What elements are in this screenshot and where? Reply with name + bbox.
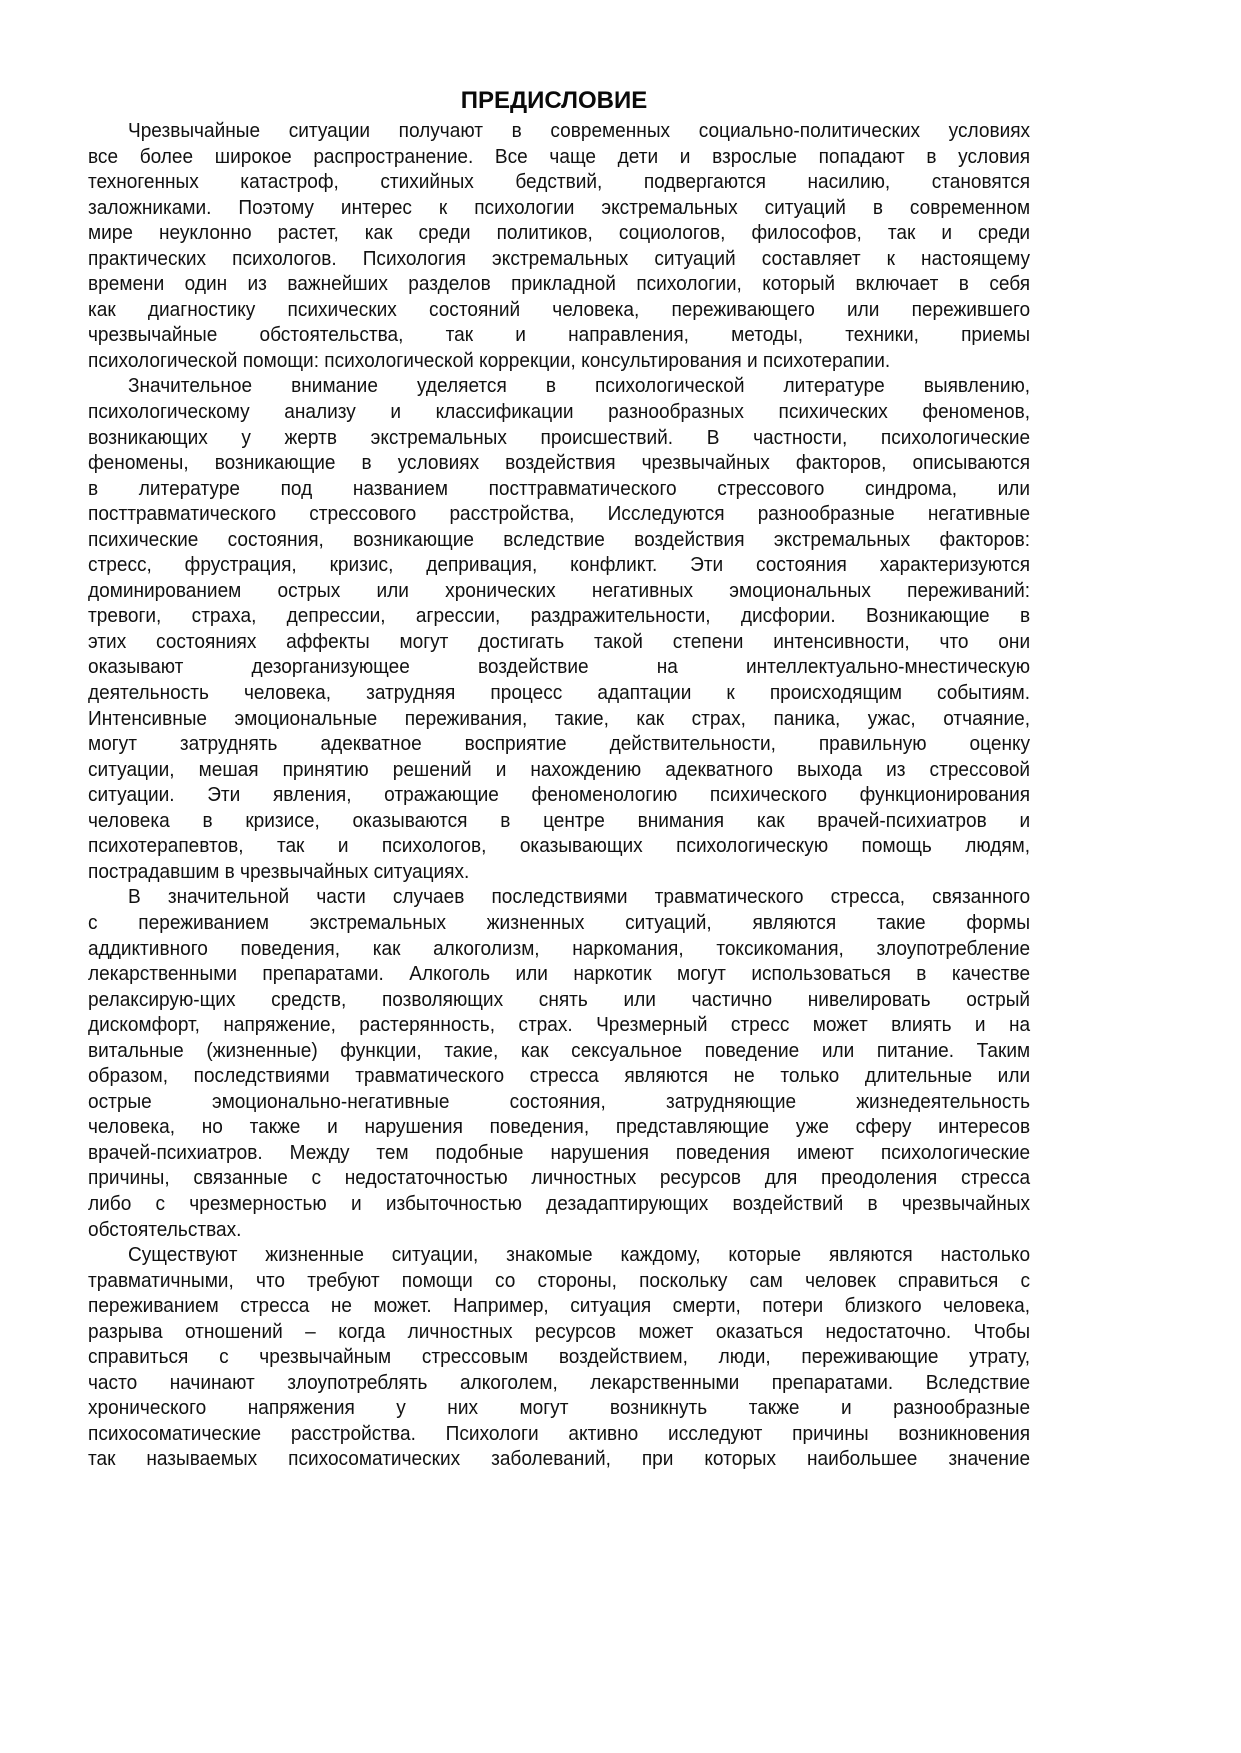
paragraph — [88, 118, 1030, 373]
paragraph — [88, 884, 1030, 1242]
text-line: Интенсивные эмоциональные переживания, такие, как страх, паника, ужас, отчаяние, — [88, 706, 1031, 730]
text-line: справиться с чрезвычайным стрессовым воздействием, люди, переживающие утрату, — [88, 1345, 1031, 1369]
text-line: либо с чрезмерностью и избыточностью дезадаптирующих воздействий в чрезвычайных — [88, 1191, 1031, 1215]
text-line: ситуации, мешая принятию решений и нахождению адекватного выхода из стрессовой — [88, 757, 1031, 781]
text-line: деятельность человека, затрудняя процесс адаптации к происходящим событиям. — [88, 681, 1031, 705]
document-body — [88, 118, 1030, 1472]
text-line: релаксирую-щих средств, позволяющих снять или частично нивелировать острый — [88, 987, 1031, 1011]
text-line: Чрезвычайные ситуации получают в современных социально-политических условиях — [127, 119, 1031, 142]
text-line: Существуют жизненные ситуации, знакомые каждому, которые являются настолько — [127, 1243, 1031, 1267]
text-line: человека в кризисе, оказываются в центре внимания как врачей-психиатров и — [88, 808, 1031, 832]
text-line: переживанием стресса не может. Например, ситуация смерти, потери близкого человека, — [88, 1294, 1031, 1318]
text-line: В значительной части случаев последствиями травматического стресса, связанного — [127, 885, 1031, 909]
text-line: феномены, возникающие в условиях воздействия чрезвычайных факторов, описываются — [88, 451, 1031, 475]
text-line: психологическому анализу и классификации разнообразных психических феноменов, — [88, 400, 1031, 424]
text-line: мире неуклонно растет, как среди политиков, социологов, философов, так и среди — [88, 221, 1031, 245]
text-line: заложниками. Поэтому интерес к психологии экстремальных ситуаций в современном — [88, 195, 1031, 219]
text-line: Значительное внимание уделяется в психологической литературе выявлению, — [127, 374, 1031, 398]
text-line: травматичными, что требуют помощи со стороны, поскольку сам человек справиться с — [88, 1268, 1031, 1292]
text-line: человека, но также и нарушения поведения, представляющие уже сферу интересов — [88, 1115, 1031, 1139]
text-line: психотерапевтов, так и психологов, оказывающих психологическую помощь людям, — [88, 834, 1031, 858]
text-line: с переживанием экстремальных жизненных ситуаций, являются такие формы — [88, 910, 1031, 934]
text-line: психосоматические расстройства. Психологи активно исследуют причины возникновения — [88, 1421, 1031, 1445]
text-line: лекарственными препаратами. Алкоголь или наркотик могут использоваться в качестве — [88, 962, 1031, 986]
text-line: времени один из важнейших разделов прикладной психологии, который включает в себя — [88, 272, 1031, 296]
text-line: психические состояния, возникающие вследствие воздействия экстремальных факторов: — [88, 527, 1031, 551]
text-line: ситуации. Эти явления, отражающие феноменологию психического функционирования — [88, 783, 1031, 807]
paragraph — [88, 373, 1030, 884]
text-line: хронического напряжения у них могут возникнуть также и разнообразные — [88, 1396, 1031, 1420]
page-title: ПРЕДИСЛОВИЕ — [460, 87, 648, 114]
text-line: все более широкое распространение. Все чаще дети и взрослые попадают в условия — [88, 144, 1031, 168]
text-line: витальные (жизненные) функции, такие, как сексуальное поведение или питание. Таким — [88, 1038, 1031, 1062]
text-line: техногенных катастроф, стихийных бедствий, подвергаются насилию, становятся — [88, 170, 1031, 194]
text-line: так называемых психосоматических заболеваний, при которых наибольшее значение — [88, 1447, 1031, 1471]
paragraph — [88, 1242, 1030, 1472]
text-line: в литературе под названием посттравматического стрессового синдрома, или — [88, 476, 1031, 500]
text-line: доминированием острых или хронических негативных эмоциональных переживаний: — [88, 578, 1031, 602]
text-line: чрезвычайные обстоятельства, так и направления, методы, техники, приемы — [88, 323, 1031, 347]
text-line: пострадавшим в чрезвычайных ситуациях. — [88, 859, 470, 883]
text-line: разрыва отношений – когда личностных ресурсов может оказаться недостаточно. Чтобы — [88, 1319, 1031, 1343]
text-line: могут затруднять адекватное восприятие действительности, правильную оценку — [88, 732, 1031, 756]
text-line: практических психологов. Психология экстремальных ситуаций составляет к настоящему — [88, 246, 1031, 270]
text-line: стресс, фрустрация, кризис, депривация, конфликт. Эти состояния характеризуются — [88, 553, 1031, 577]
text-line: аддиктивного поведения, как алкоголизм, наркомания, токсикомания, злоупотребление — [88, 936, 1031, 960]
text-line: тревоги, страха, депрессии, агрессии, раздражительности, дисфории. Возникающие в — [88, 604, 1031, 628]
text-line: этих состояниях аффекты могут достигать такой степени интенсивности, что они — [88, 629, 1031, 653]
text-line: врачей-психиатров. Между тем подобные нарушения поведения имеют психологические — [88, 1140, 1031, 1164]
text-line: часто начинают злоупотреблять алкоголем, лекарственными препаратами. Вследствие — [88, 1370, 1031, 1394]
text-line: как диагностику психических состояний человека, переживающего или пережившего — [88, 297, 1031, 321]
text-line: психологической помощи: психологической коррекции, консультирования и психотерапии. — [88, 348, 891, 372]
text-line: обстоятельствах. — [88, 1217, 242, 1241]
text-line: причины, связанные с недостаточностью личностных ресурсов для преодоления стресса — [88, 1166, 1031, 1190]
text-line: оказывают дезорганизующее воздействие на интеллектуально-мнестическую — [88, 655, 1031, 679]
text-line: дискомфорт, напряжение, растерянность, страх. Чрезмерный стресс может влиять и на — [88, 1013, 1031, 1037]
text-line: возникающих у жертв экстремальных происшествий. В частности, психологические — [88, 425, 1031, 449]
text-line: острые эмоционально-негативные состояния, затрудняющие жизнедеятельность — [88, 1089, 1031, 1113]
text-line: посттравматического стрессового расстройства, Исследуются разнообразные негативные — [88, 502, 1031, 526]
text-line: образом, последствиями травматического стресса являются не только длительные или — [88, 1064, 1031, 1088]
